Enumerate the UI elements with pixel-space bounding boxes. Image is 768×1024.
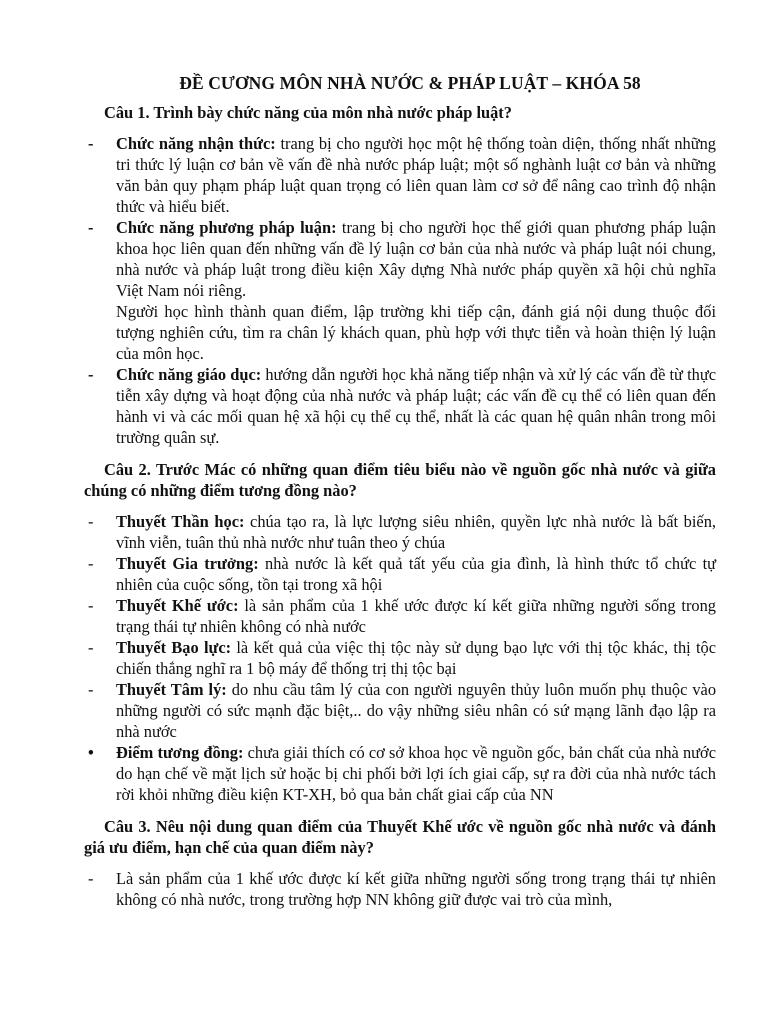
list-item [84,868,716,910]
list-item [84,133,716,217]
list-item [84,553,716,595]
item-term: Thuyết Bạo lực: [116,638,232,657]
dash-marker: - [88,134,94,153]
item-text: là kết quả của việc thị tộc này sử dụng bạo lực với thị tộc khác, thị tộc chiến thắng nghĩ ra 1 bộ máy để thống trị thị tộc bại [116,638,717,678]
item-text: do nhu cầu tâm lý của con người nguyên thủy luôn muốn phụ thuộc vào những người có sức mạnh đặc biệt,.. do vậy những siêu nhân có sứ mạng lãnh đạo lập ra nhà nước [116,680,717,741]
dash-marker: - [88,512,94,531]
question-3-answer-list [84,868,716,910]
item-text: chưa giải thích có cơ sở khoa học về nguồn gốc, bản chất của nhà nước do hạn chế về mặt lịch sử hoặc bị chi phối bởi lợi ích giai cấp, sự ra đời của nhà nước tách rời khỏi những điều kiện KT-XH, bỏ qua bản chất giai cấp của NN [116,743,716,804]
item-text: trang bị cho người học thế giới quan phương pháp luận khoa học liên quan đến những vấn đề lý luận cơ bản của nhà nước và pháp luật nói chung, nhà nước và pháp luật trong điều kiện Xây dựng Nhà nước pháp quyền xã hội chủ nghĩa Việt Nam nói riêng. [116,218,716,300]
list-item [84,742,716,805]
list-item [84,364,716,448]
item-term: Thuyết Khế ước: [116,596,239,615]
item-term: Thuyết Tâm lý: [116,680,227,699]
item-term: Chức năng giáo dục: [116,365,262,384]
dash-marker: - [88,218,94,237]
item-text: hướng dẫn người học khả năng tiếp nhận và xử lý các vấn đề từ thực tiễn xây dựng và hoạt động của nhà nước và pháp luật; các vấn đề cụ thể có liên quan đến hành vi và các mối quan hệ xã hội cụ thể cụ thể, nhất là các quan hệ quân nhân trong môi trường quân sự. [116,365,716,447]
item-term: Chức năng phương pháp luận: [116,218,337,237]
question-2: Câu 2. Trước Mác có những quan điểm tiêu biểu nào về nguồn gốc nhà nước và giữa chúng có những điểm tương đồng nào? [84,460,716,500]
dash-marker: - [88,638,94,657]
dash-marker: - [88,596,94,615]
list-item [84,679,716,742]
document-title: ĐỀ CƯƠNG MÔN NHÀ NƯỚC & PHÁP LUẬT – KHÓA 58 [179,73,641,93]
dash-marker: - [88,680,94,699]
item-text: chúa tạo ra, là lực lượng siêu nhiên, quyền lực nhà nước là bất biến, vĩnh viễn, tuân thủ nhà nước như tuân theo ý chúa [116,512,716,552]
item-term: Điểm tương đồng: [116,743,244,762]
question-3: Câu 3. Nêu nội dung quan điểm của Thuyết Khế ước về nguồn gốc nhà nước và đánh giá ưu điểm, hạn chế của quan điểm này? [84,817,716,857]
item-text: Là sản phẩm của 1 khế ước được kí kết giữa những người sống trong trạng thái tự nhiên không có nhà nước, trong trường hợp NN không giữ được vai trò của mình, [116,869,716,909]
bullet-marker: • [88,743,94,762]
question-1-answer-list [84,133,716,448]
item-term: Chức năng nhận thức: [116,134,276,153]
list-item [84,511,716,553]
item-text: là sản phẩm của 1 khế ước được kí kết giữa những người sống trong trạng thái tự nhiên không có nhà nước [116,596,716,636]
dash-marker: - [88,869,94,888]
item-extra-paragraph: Người học hình thành quan điểm, lập trường khi tiếp cận, đánh giá nội dung thuộc đối tượng nghiên cứu, tìm ra chân lý khách quan, phù hợp với thực tiễn và hoàn thiện lý luận của môn học. [116,302,716,363]
question-2-answer-list [84,511,716,805]
dash-marker: - [88,365,94,384]
item-term: Thuyết Thần học: [116,512,245,531]
item-text: nhà nước là kết quả tất yếu của gia đình, là hình thức tổ chức tự nhiên của cuộc sống, tồn tại trong xã hội [116,554,717,594]
list-item [84,217,716,364]
question-1: Câu 1. Trình bày chức năng của môn nhà nước pháp luật? [104,103,512,122]
list-item [84,595,716,637]
item-term: Thuyết Gia trưởng: [116,554,259,573]
item-text: trang bị cho người học một hệ thống toàn diện, thống nhất những tri thức lý luận cơ bản về vấn đề nhà nước pháp luật; một số nghành luật cơ bản và những văn bản quy phạm pháp luật quan trọng có liên quan làm cơ sở để nâng cao trình độ nhận thức và hiểu biết. [116,134,716,216]
list-item [84,637,716,679]
dash-marker: - [88,554,94,573]
